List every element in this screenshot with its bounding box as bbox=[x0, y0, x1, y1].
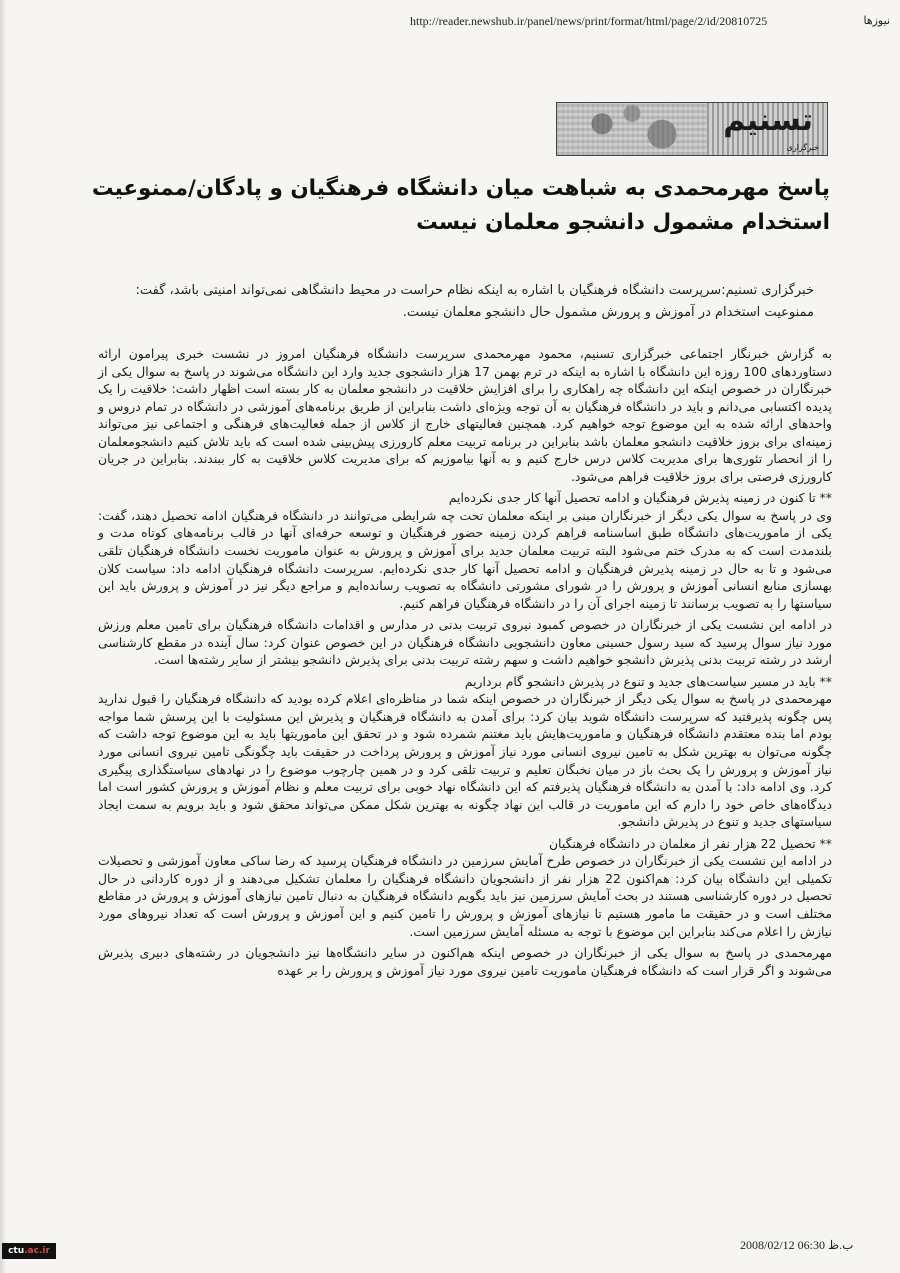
subheading: ** تا کنون در زمینه پذیرش فرهنگیان و ادامه تحصیل آنها کار جدی نکرده‌ایم bbox=[448, 490, 832, 506]
page-edge bbox=[0, 0, 6, 1273]
paragraph: در ادامه این نشست یکی از خبرنگاران در خصوص طرح آمایش سرزمین در دانشگاه فرهنگیان پرسید که رضا ساکی معاون آموزشی و تحصیلات تکمیلی این دانشگاه بیان کرد: هم‌اکنون 22 هزار نفر از دانشجویان دانشگاه فرهنگیان را معلمان تشکیل می‌دهند و از دوره کاردانی در حال تحصیل در دوره کارشناسی هستند در بحث آمایش سرزمین نیز باید بگویم دانشگاه فرهنگیان به دنبال تامین نیازهای آموزش و پرورش در مقاطع مختلف است و در حقیقت ما مامور هستیم تا نیازهای آموزش و پرورش را تامین کنیم و این آموزش و پرورش است که تعداد نیروهای مورد نیازش را اعلام می‌کند بنابراین این موضوع با توجه به مسئله آمایش سرزمین است. bbox=[98, 853, 832, 939]
paragraph: وی در پاسخ به سوال یکی دیگر از خبرنگاران مبنی بر اینکه معلمان تحت چه شرایطی می‌توانند در دانشگاه فرهنگیان ادامه تحصیل دهند، گفت: یکی از ماموریت‌های دانشگاه طبق اساسنامه فراهم کردن زمینه حضور فرهنگیان و توسعه حرفه‌ای آنها در قالب برنامه‌های کوتاه مدت و بلندمدت است که به مدرک ختم می‌شود البته تربیت معلمان جدید برای آموزش و پرورش به عنوان ماموریت نخست دانشگاه فرهنگیان تلقی می‌شود و تا به حال در زمینه پذیرش فرهنگیان و ادامه تحصیل آنها کار جدی نکرده‌ایم. سرپرست دانشگاه فرهنگیان ادامه داد: سیاست کلان بهسازی منابع انسانی آموزش و پرورش را در شورای مشورتی دانشگاه به تصویب رسانده‌ایم و مراجع دیگر نیز در آموزش و پرورش باید این سیاستها را به تصویب برسانند تا زمینه اجرای آن را در دانشگاه فرهنگیان فراهم کنیم. bbox=[98, 507, 832, 611]
print-timestamp: 2008/02/12 06:30 ب.ظ bbox=[740, 1238, 854, 1252]
paragraph: مهرمحمدی در پاسخ به سوال یکی دیگر از خبرنگاران در خصوص اینکه شما در مناظره‌ای اعلام کرده بودید که دانشگاه فرهنگیان را قبول ندارید پس چگونه پذیرفتید که سرپرست دانشگاه شوید بیان کرد: برای آمدن به دانشگاه فرهنگیان و پذیرش این مسئولیت با این پرسش شما مواجه بودم اما بنده معتقدم دانشگاه فرهنگیان و ماموریت‌هایش باید مغتنم شمرده شود و در تحقق این ماموریتها باید به این موضوع توجه داشت که چگونه می‌توان به بهترین شکل به تامین نیروی انسانی مورد نیاز آموزش و پرورش پرداخت در حقیقت باید چگونگی تامین نیروی انسانی مورد نیاز آموزش و پرورش را یک بحث باز در میان نخبگان تعلیم و تربیت تلقی کرد و در همین چارچوب موضوع را در نهادهای سیاستگذاری پیگیری کرد. وی ادامه داد: با آمدن به دانشگاه فرهنگیان پذیرفتم که این دانشگاه نهاد خوبی برای تربیت معلم و نظام آموزش و پرورش کشور است اما دیدگاه‌های خاص خود را دارم که این ماموریت در قالب این نهاد چگونه به بهترین شکل ممکن می‌تواند محقق شود و باید برویم به سمت ایجاد سیاستهای جدید و تنوع در پذیرش دانشجو. bbox=[98, 691, 832, 830]
subheading: ** تحصیل 22 هزار نفر از معلمان در دانشگاه فرهنگیان bbox=[548, 835, 832, 851]
logo-map-graphic bbox=[557, 103, 707, 155]
print-url: http://reader.newshub.ir/panel/news/print/format/html/page/2/id/20810725 bbox=[410, 14, 768, 28]
watermark-main: ctu bbox=[8, 1246, 25, 1256]
logo-brand: تسنیم bbox=[723, 103, 813, 138]
subheading: ** باید در مسیر سیاست‌های جدید و تنوع در پذیرش دانشجو گام برداریم bbox=[464, 673, 832, 689]
watermark-logo bbox=[2, 1243, 56, 1259]
article-headline: پاسخ مهرمحمدی به شباهت میان دانشگاه فرهنگیان و پادگان/ممنوعیت استخدام مشمول دانشجو معلمان نیست bbox=[91, 176, 830, 235]
article-body bbox=[98, 345, 832, 983]
news-agency-logo bbox=[556, 102, 828, 156]
paragraph: در ادامه این نشست یکی از خبرنگاران در خصوص کمبود نیروی تربیت بدنی در مدارس و اقدامات دانشگاه فرهنگیان برای تامین معلم ورزش مورد نیاز سوال پرسید که سید رسول حسینی معاون دانشجویی دانشگاه فرهنگیان در این خصوص عنوان کرد: سال آینده در مقطع کارشناسی ارشد در رشته تربیت بدنی پذیرش دانشجو خواهیم داشت و سهم رشته تربیت بدنی برای پذیرش دانشجو بیشتر از سایر رشته‌ها است. bbox=[98, 617, 832, 668]
article-lead: خبرگزاری تسنیم:سرپرست دانشگاه فرهنگیان با اشاره به اینکه نظام حراست در محیط دانشگاهی نمی‌تواند امنیتی باشد، گفت: ممنوعیت استخدام در آموزش و پرورش مشمول حال دانشجو معلمان نیست. bbox=[135, 283, 814, 320]
header-label: نیوزها bbox=[863, 14, 890, 27]
paragraph: به گزارش خبرنگار اجتماعی خبرگزاری تسنیم، محمود مهرمحمدی سرپرست دانشگاه فرهنگیان امروز در نشست خبری پیرامون ارائه دستاوردهای 100 روزه این دانشگاه با اشاره به اینکه در ترم بهمن 17 هزار دانشجوی جدید وارد این دانشگاه می‌شوند در پاسخ به سوال یکی از خبرنگاران در خصوص اینکه این دانشگاه چه راهکاری را برای افزایش خلاقیت در دانشجو معلمان به کار بسته است اظهار داشت: خلاقیت را یک پدیده اکتسابی می‌دانم و باید در دانشگاه فرهنگیان به آن توجه ویژه‌ای داشت بنابراین از طریق برنامه‌های آموزشی در دانشگاه در تمام دروس و واحدهای ارائه شده به این موضوع توجه خواهیم کرد. همچنین فعالیتهای خارج از کلاس از جمله فعالیت‌های فرهنگی و اجتماعی نیز می‌تواند زمینه‌ای برای بروز خلاقیت دانشجو معلمان باشد بنابراین در برنامه تربیت معلم کارورزی پیش‌بینی شده است که باید تلاش کنیم دانشجومعلمان را از انحصار تئوری‌ها برای مدیریت کلاس درس خارج کنیم و به آنها بیاموزیم که برای مدیریت کلاس خلاقیت به کار ببندند. بنابراین در جریان کارورزی فرصتی برای بروز خلاقیت فراهم می‌شود. bbox=[98, 346, 832, 484]
logo-subtitle: خبرگزاری bbox=[786, 143, 819, 152]
watermark-accent: .ac.ir bbox=[24, 1246, 50, 1256]
paragraph: مهرمحمدی در پاسخ به سوال یکی از خبرنگاران در خصوص اینکه هم‌اکنون در سایر دانشگاه‌ها نیز دانشجویان در رشته‌های دبیری پذیرش می‌شوند و اگر قرار است که دانشگاه فرهنگیان ماموریت تامین نیروی مورد نیاز آموزش و پرورش را بر عهده bbox=[98, 945, 832, 978]
